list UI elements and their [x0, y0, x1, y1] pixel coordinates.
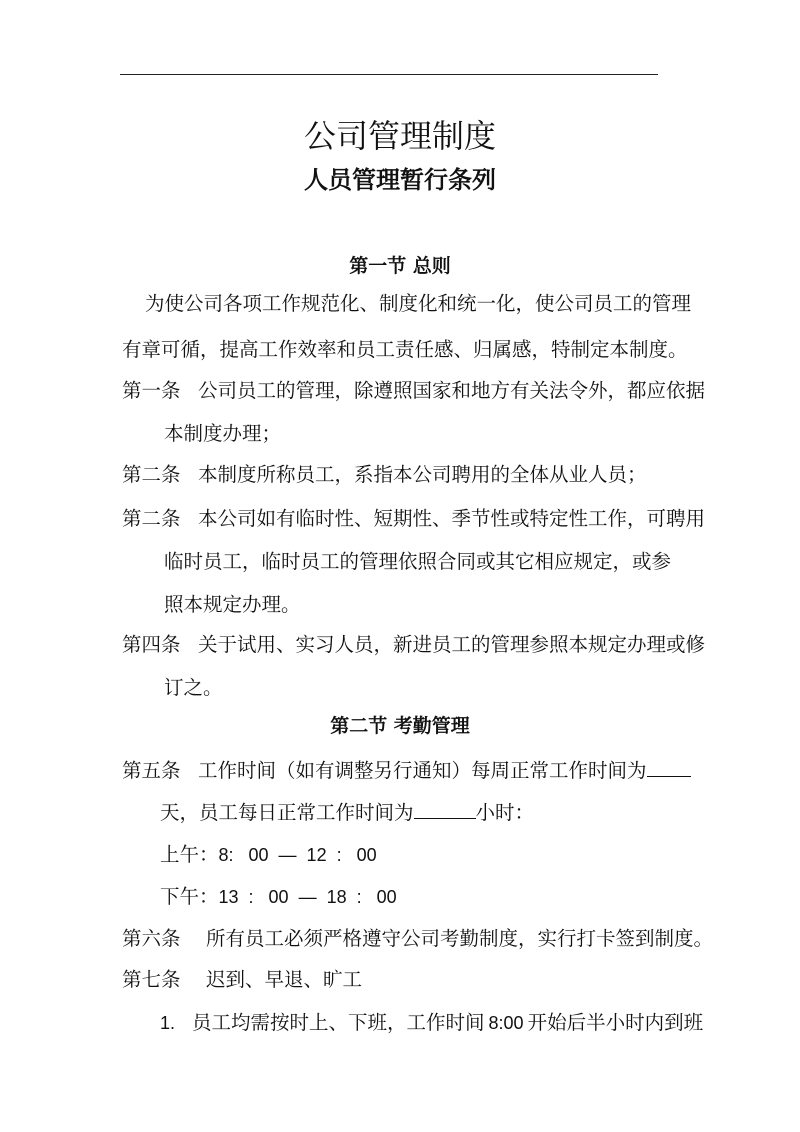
- article-3-text: 本公司如有临时性、短期性、季节性或特定性工作，可聘用: [198, 507, 706, 530]
- afternoon-label: 下午：: [160, 885, 219, 908]
- article-3-line-2: 临时员工，临时员工的管理依照合同或其它相应规定，或参: [164, 550, 672, 573]
- section1-heading: 第一节 总则: [349, 255, 451, 277]
- article-4-label: 第四条: [122, 633, 181, 656]
- afternoon-time: 13 : 00 — 18 : 00: [218, 887, 397, 907]
- article-4: [122, 630, 705, 660]
- article-1-label: 第一条: [122, 379, 181, 402]
- afternoon-hours: [160, 882, 397, 912]
- article-6: [122, 924, 713, 954]
- section2-heading: 第二节 考勤管理: [330, 715, 470, 737]
- document-title: 公司管理制度: [303, 117, 496, 155]
- article-5-line-2: [160, 798, 534, 828]
- item-1-time: 8:00: [488, 1013, 524, 1033]
- article-4-line-2: 订之。: [164, 676, 223, 699]
- article-3-label: 第二条: [122, 507, 181, 530]
- article-1: [122, 376, 705, 406]
- header-rule: [120, 74, 658, 75]
- article-7-text: 迟到、早退、旷工: [206, 968, 363, 991]
- intro-line-2: 有章可循，提高工作效率和员工责任感、归属感，特制定本制度。: [122, 338, 688, 361]
- document-subtitle: 人员管理暂行条列: [304, 165, 496, 194]
- morning-label: 上午：: [160, 843, 219, 866]
- article-5-line-2-a: 天，员工每日正常工作时间为: [160, 801, 414, 824]
- article-5: [122, 756, 691, 786]
- article-4-text: 关于试用、实习人员，新进员工的管理参照本规定办理或修: [198, 633, 706, 656]
- article-7-item-1: [160, 1008, 703, 1038]
- article-2-label: 第二条: [122, 463, 181, 486]
- article-2-text: 本制度所称员工，系指本公司聘用的全体从业人员；: [198, 463, 647, 486]
- morning-hours: [160, 840, 377, 870]
- article-5-line-2-b: 小时：: [475, 801, 535, 824]
- hours-blank-field[interactable]: [414, 798, 476, 819]
- article-6-text: 所有员工必须严格遵守公司考勤制度，实行打卡签到制度。: [206, 927, 714, 950]
- item-1-text-b: 开始后半小时内到班: [527, 1011, 704, 1034]
- article-5-label: 第五条: [122, 759, 181, 782]
- article-3-line-3: 照本规定办理。: [164, 593, 301, 616]
- days-blank-field[interactable]: [647, 756, 691, 777]
- article-7-label: 第七条: [122, 968, 181, 991]
- article-7: [122, 965, 362, 995]
- article-1-line-2: 本制度办理；: [164, 422, 282, 445]
- item-1-text-a: 员工均需按时上、下班，工作时间: [192, 1011, 485, 1034]
- article-6-label: 第六条: [122, 927, 181, 950]
- article-2: [122, 460, 647, 490]
- item-1-number: 1.: [160, 1013, 176, 1033]
- intro-line-1: 为使公司各项工作规范化、制度化和统一化，使公司员工的管理: [145, 292, 692, 315]
- morning-time: 8: 00 — 12 : 00: [218, 845, 377, 865]
- article-5-text: 工作时间（如有调整另行通知）每周正常工作时间为: [198, 759, 647, 782]
- article-1-text: 公司员工的管理，除遵照国家和地方有关法令外，都应依据: [198, 379, 706, 402]
- article-3: [122, 504, 705, 534]
